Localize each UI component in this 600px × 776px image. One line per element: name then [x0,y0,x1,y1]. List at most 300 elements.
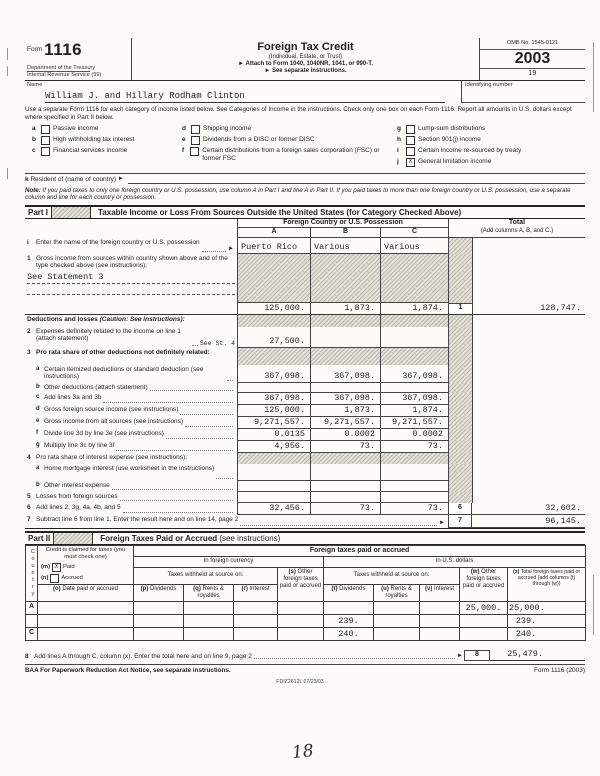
credit-claimed-cell [38,546,134,585]
category-g [397,125,577,134]
dotted-leader [123,506,233,513]
country-c-value: Various [380,238,448,254]
empty-total-cell [472,441,585,453]
shaded-cell [238,254,310,302]
line3g-row [25,441,585,453]
category-d [182,125,387,134]
line4b-row [25,481,585,492]
dotted-leader [103,396,233,403]
form-header [25,38,585,81]
line7-row [25,515,585,529]
deductions-header-caution: (Caution: See instructions): [99,315,185,323]
scan-artifact [7,48,8,60]
total-header: Total [448,219,585,228]
line-number: 8 [25,653,29,661]
line4b-a-value [237,481,310,492]
dotted-leader [227,374,233,381]
category-letter: g [397,125,401,132]
scan-artifact [7,66,8,76]
col-x-header: (x) Total foreign taxes paid or accrued (add columns (t) through (w)) [508,567,586,601]
agency-99: (99) [91,72,102,79]
line3d-c-value: 1,874. [380,405,448,417]
part2-row-c [26,628,586,641]
line-label: Enter the name of the foreign country or U.S. possession [36,238,200,246]
category-label: Section 901(j) income [418,136,481,143]
form-subtitle-1: (Individual, Estate, or Trust) [268,53,343,60]
line3f-c-value: 0.0002 [380,429,448,441]
country-name-row [25,238,585,254]
col-u-header: (u) Rents & royalties [374,584,420,601]
row-c-u [374,628,420,641]
shaded-cell [448,327,472,348]
line3e-a-value: 9,271,557. [237,417,310,429]
part2-label-shade [54,533,93,544]
scan-artifact [593,42,594,112]
line3b-c-value [380,383,448,393]
shaded-cell [448,441,472,453]
form-number-block [25,38,132,80]
tax-year: 2003 [480,50,585,70]
col-v-header: (v) Interest [420,584,460,601]
shaded-cell [448,464,472,481]
line4a-c-value [380,464,448,481]
line2-row [25,327,585,348]
shaded-cell [448,405,472,417]
paid-checkbox: X [52,563,61,572]
dotted-leader [180,408,233,415]
category-c-checkbox [41,147,50,156]
row-b-t: 239. [324,615,374,628]
part1-label-shade [52,207,91,218]
line1-label: Gross income from sources within country shown above and of the type checked above (see instructions): [36,254,228,270]
category-f-checkbox [190,147,199,156]
part1-header-bar [25,205,585,219]
form-title: Foreign Tax Credit [257,41,354,53]
category-label: Financial services income [53,147,128,154]
col-o-header: (o) Date paid or accrued [38,584,134,601]
statement-reference: See Statement 3 [27,272,235,284]
line1-b-value: 1,873. [311,302,380,314]
arrow-icon: ► [117,176,124,182]
line-label: Pro rata share of interest expense (see instructions): [36,453,188,461]
empty-total-cell [472,383,585,393]
line8-row [25,649,585,661]
category-f [182,147,387,162]
scan-artifact [7,168,8,179]
shaded-cell [448,453,472,464]
scan-artifact [593,575,594,635]
row-c-letter: C [26,628,38,641]
n-letter: (n) [41,574,49,581]
row-c-date [38,628,134,641]
part1-column-headers [25,219,585,228]
row-b-x: 239. [508,615,586,628]
line3c-c-value: 367,098. [380,393,448,405]
dotted-leader [254,652,455,659]
empty-total-cell [472,405,585,417]
blank-dashed-line [27,284,235,295]
line-label: Gross foreign source income (see instructions) [44,405,179,413]
shaded-cell [449,254,472,304]
line2-a-value: 27,500. [237,327,310,348]
line-label: Expenses definitely related to the income on line 1 (attach statement) [36,327,181,343]
baa-notice: BAA For Paperwork Reduction Act Notice, see separate instructions. [25,667,231,675]
line-letter: f [36,429,38,436]
form-subtitle-3: ► See separate instructions. [264,68,347,75]
category-d-checkbox [191,125,200,134]
row-a-letter: A [26,601,38,614]
withheld-foreign-header: Taxes withheld at source on: [134,567,278,584]
withheld-us-header: Taxes withheld at source on: [324,567,460,584]
category-j-checkbox: X [406,158,415,167]
resident-blank-line [128,176,585,184]
name-label: Name [27,81,43,88]
line-letter: d [36,405,40,412]
category-c [32,147,172,156]
row-a-s [278,601,324,614]
line4a-b-value [310,464,380,481]
row-a-v [420,601,460,614]
category-label: General limitation income [418,158,492,165]
dotted-leader [116,444,233,451]
name-row [25,81,585,103]
category-label: Passive income [53,125,99,132]
line4a-row [25,464,585,481]
resident-label: Resident of (name of country) [30,176,117,184]
line8-total: 25,479. [490,649,585,661]
line3d-row [25,405,585,417]
dotted-leader [185,420,233,427]
dotted-leader [112,483,233,490]
empty-total-cell [472,315,585,327]
row-a-p [134,601,184,614]
line-number: 4 [27,453,31,461]
line-number: 3 [27,348,31,356]
row-c-x: 240. [508,628,586,641]
resident-of-row [25,173,585,184]
shaded-cell [310,348,380,365]
line6-c-value: 73. [380,503,448,515]
dotted-leader [150,384,233,391]
dotted-leader [240,519,437,526]
line3b-b-value [310,383,380,393]
line7-total: 96,145. [472,515,585,528]
category-g-checkbox [406,125,415,134]
line3a-c-value: 367,098. [380,365,448,383]
row-b-u [374,615,420,628]
row-a-q [184,601,234,614]
line2-b-value [310,327,380,348]
line3a-b-value: 367,098. [310,365,380,383]
shaded-cell [380,453,448,464]
line1-row [25,254,585,315]
shaded-cell [237,453,310,464]
line3b-row [25,383,585,393]
row-c-q [184,628,234,641]
line-letter: a [36,365,40,372]
line3g-a-value: 4,956. [237,441,310,453]
part1-title: Taxable Income or Loss From Sources Outside the United States (for Category Checked Above) [98,207,462,217]
part1-label: Part I [25,207,52,218]
income-category-checkboxes [32,125,585,167]
category-a-checkbox [41,125,50,134]
category-j [397,158,577,167]
line3g-b-value: 73. [310,441,380,453]
line6-a-value: 32,456. [237,503,310,515]
row-c-p [134,628,184,641]
statement-reference: See St. 4 [199,339,235,347]
in-us-dollars-header: In U.S. dollars [324,557,586,567]
col-s-header: (s) Other foreign taxes paid or accrued [278,567,324,601]
row-a-t [324,601,374,614]
line8-box-number: 8 [464,650,490,661]
empty-total-cell [472,417,585,429]
shaded-cell [448,429,472,441]
shaded-cell [448,315,472,327]
line3e-c-value: 9,271,557. [380,417,448,429]
row-b-p [134,615,184,628]
line-number: 5 [27,492,31,500]
dotted-leader [202,245,226,252]
shaded-cell [381,254,448,302]
line3-header-row [25,348,585,365]
empty-total-cell [472,238,585,254]
category-label: Certain income re-sourced by treaty [418,147,522,154]
category-b [32,136,172,145]
row-a-u [374,601,420,614]
row-b-s [278,615,324,628]
line-label: Other deductions (attach statement) [44,383,148,391]
arrow-icon: ► [439,519,445,526]
line-letter: g [36,441,40,448]
row-b-q [184,615,234,628]
line-label: Losses from foreign sources [36,492,118,500]
form-subtitle-2: ► Attach to Form 1040, 1040NR, 1041, or 990-T. [238,61,373,68]
column-c-header: C [380,228,448,237]
category-i [397,147,577,156]
category-label: Certain distributions from a foreign sales corporation (FSC) or former FSC [202,147,380,162]
empty-total-cell [472,365,585,383]
category-b-checkbox [41,136,50,145]
shaded-cell [237,315,310,327]
empty-total-cell [472,393,585,405]
category-h [397,136,577,145]
shaded-cell [448,383,472,393]
line-number: 6 [27,503,31,511]
line4b-c-value [380,481,448,492]
shaded-cell [380,315,448,327]
line3c-b-value: 367,098. [310,393,380,405]
line3f-b-value: 0.0002 [310,429,380,441]
line-label: Add lines 3a and 3b [44,393,102,401]
line4a-a-value [237,464,310,481]
category-letter: a [32,125,36,132]
shaded-cell [310,453,380,464]
in-foreign-currency-header: In foreign currency [134,557,324,567]
category-e-checkbox [191,136,200,145]
total-subheader: (Add columns A, B, and C.) [448,228,585,237]
line6-box-number: 6 [448,503,472,515]
category-label: Dividends from a DISC or former DISC [203,136,315,143]
category-letter: c [32,147,36,154]
dotted-leader [192,339,198,346]
line6-total: 32,602. [472,503,585,515]
accrued-checkbox-row [41,574,132,583]
category-h-checkbox [406,136,415,145]
line-number: 2 [27,327,31,335]
category-letter: j [397,158,399,165]
dotted-leader [120,494,233,501]
country-b-value: Various [310,238,380,254]
deductions-header-row [25,315,585,327]
line3c-a-value: 367,098. [237,393,310,405]
category-label: Shipping income [203,125,252,132]
line-letter: c [36,393,40,400]
line5-a-value [237,492,310,503]
agency-line2: Internal Revenue Service [27,72,90,79]
row-b-w [460,615,508,628]
line-label: Home mortgage interest (use worksheet in the instructions) [44,464,215,472]
row-a-r [234,601,278,614]
note-label: Note: [25,187,41,195]
taxpayer-name: William J. and Hillary Rodham Clinton [45,91,445,104]
part2-table [25,545,586,641]
line6-b-value: 73. [310,503,380,515]
category-label: High withholding tax interest [53,136,135,143]
line5-row [25,492,585,503]
shaded-cell [310,315,380,327]
category-letter: h [397,136,401,143]
col-w-header: (w) Other foreign taxes paid or accrued [460,567,508,601]
line1-box-number: 1 [449,303,472,313]
form-title-block [132,38,479,80]
line5-c-value [380,492,448,503]
line3f-a-value: 0.0135 [237,429,310,441]
line5-b-value [310,492,380,503]
line-number: 1 [27,254,31,262]
line4b-b-value [310,481,380,492]
row-c-v [420,628,460,641]
shaded-cell [380,348,448,365]
category-i-checkbox [406,147,415,156]
empty-area [473,254,585,303]
empty-total-cell [472,464,585,481]
shaded-cell [448,481,472,492]
category-letter: f [182,147,185,154]
line1-total: 128,747. [540,302,581,313]
identifying-number-label: Identifying number [465,81,513,88]
printer-code: FDIZ2612L 07/23/03 [276,678,324,685]
line-letter: e [36,417,40,424]
omb-number: OMB No. 1545-0121 [480,38,585,50]
category-letter: i [397,147,399,154]
row-c-s [278,628,324,641]
row-c-w [460,628,508,641]
shaded-cell [448,492,472,503]
part2-header-row-1 [26,546,586,557]
line3c-row [25,393,585,405]
category-letter: b [32,136,36,143]
form-reference: Form 1116 (2003) [533,667,585,675]
row-a-x: 25,000. [508,601,586,614]
line3d-a-value: 125,000. [237,405,310,417]
col-t-header: (t) Dividends [324,584,374,601]
shaded-cell [448,393,472,405]
line1-a-value: 125,000. [238,302,310,314]
line3e-row [25,417,585,429]
column-a-header: A [237,228,310,237]
country-a-value: Puerto Rico [237,238,310,254]
empty-total-cell [472,327,585,348]
line-number: 7 [27,515,31,523]
line-letter: a [36,464,40,471]
part2-row-b [26,615,586,628]
foreign-country-header: Foreign Country or U.S. Possession [237,219,448,228]
accrued-checkbox [50,574,59,583]
row-b-v [420,615,460,628]
m-letter: (m) [41,563,51,570]
line3d-b-value: 1,873. [310,405,380,417]
handwritten-page-number: 18 [291,740,315,764]
part2-title-note: (see instructions) [219,533,281,543]
line2-c-value [380,327,448,348]
form-word: Form [27,46,43,53]
shaded-cell [448,417,472,429]
row-b-letter [26,615,38,628]
row-b-r [234,615,278,628]
shaded-cell [448,365,472,383]
line-label: Other interest expense [44,481,110,489]
part1-abc-headers [25,228,585,237]
note-paragraph [25,187,585,202]
category-a [32,125,172,134]
empty-total-cell [472,348,585,365]
category-e [182,136,387,145]
line3f-row [25,429,585,441]
part2-title: Foreign Taxes Paid or Accrued (see instructions) [100,533,281,543]
paid-label: Paid [63,563,75,570]
empty-total-cell [472,453,585,464]
accrued-label: Accrued [61,574,83,581]
arrow-icon: ► [228,245,234,252]
empty-total-cell [472,429,585,441]
resident-letter: k [25,176,29,184]
line-label: Add lines 2, 3g, 4a, 4b, and 5 [36,503,121,511]
empty-total-cell [472,481,585,492]
note-text: If you paid taxes to only one foreign country or U.S. possession, use column A in Part I and line A in Part II. If you paid taxes to more than one foreign country or U.S. possession, use a separate column and line for each country or possession. [25,187,571,202]
arrow-icon: ► [457,652,463,659]
credit-claimed-text: Credit is claimed for taxes (you must check one) [45,547,126,560]
line-label: Subtract line 6 from line 1. Enter the result here and on line 14, page 2 [36,515,239,523]
line3a-a-value: 367,098. [237,365,310,383]
intro-paragraph: Use a separate Form 1116 for each category of income listed below. See Categories of Income in the instructions. Check only one box on each Form 1116. Report all amounts in U.S. dollars except where specified in Part II below. [25,106,572,121]
line-label: Multiply line 3c by line 3f [44,441,115,449]
part2-header-bar [25,531,585,545]
row-b-date [38,615,134,628]
dotted-leader [216,472,233,479]
omb-year-block [479,38,585,80]
row-c-r [234,628,278,641]
column-b-header: B [310,228,380,237]
page-footer [25,664,585,675]
line1-c-value: 1,874. [381,302,448,314]
part1-table [25,219,585,529]
col-r-header: (r) Interest [234,584,278,601]
shaded-cell [448,238,472,254]
shaded-cell [237,348,310,365]
line-label: Gross income from all sources (see instructions) [44,417,184,425]
dotted-leader [166,432,233,439]
